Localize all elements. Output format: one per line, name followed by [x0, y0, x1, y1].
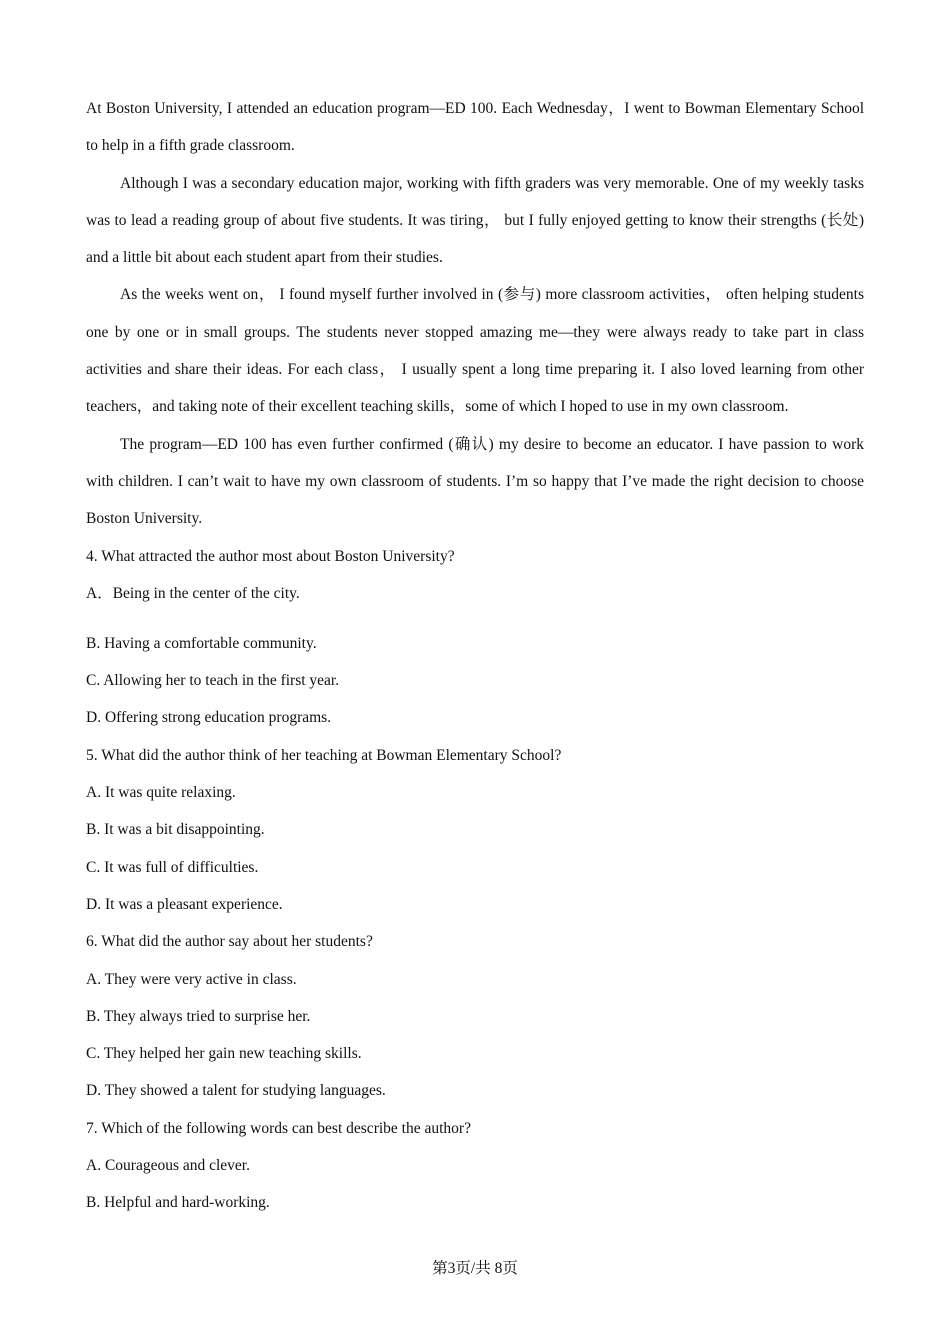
answer-option-b: B. Having a comfortable community. [86, 634, 317, 652]
answer-option-d: D. They showed a talent for studying languages. [86, 1082, 386, 1100]
question-stem: 6. What did the author say about her students? [86, 933, 373, 951]
question-4 [86, 538, 864, 737]
answer-option-c: C. It was full of difficulties. [86, 858, 259, 876]
question-stem: 7. Which of the following words can best describe the author? [86, 1119, 471, 1137]
passage-paragraph: Although I was a secondary education major, working with fifth graders was very memorable. One of my weekly tasks was to lead a reading group of about five students. It was tiring， but I fully enjoyed getting to know their strengths (长处) and a little bit about each student apart from their studies. [86, 174, 864, 267]
answer-option-d: D. Offering strong education programs. [86, 709, 332, 727]
question-6 [86, 923, 864, 1109]
answer-option-d: D. It was a pleasant experience. [86, 895, 283, 913]
question-stem: 5. What did the author think of her teaching at Bowman Elementary School? [86, 746, 562, 764]
passage-paragraph: The program—ED 100 has even further confirmed (确认) my desire to become an educator. I have passion to work with children. I can’t wait to have my own classroom of students. I’m so happy that I’ve made the right decision to choose Boston University. [86, 435, 864, 528]
question-stem: 4. What attracted the author most about Boston University? [86, 547, 455, 565]
answer-option-b: B. Helpful and hard-working. [86, 1194, 270, 1212]
question-5 [86, 737, 864, 923]
answer-option-c: C. Allowing her to teach in the first year. [86, 672, 340, 690]
answer-option-b: B. It was a bit disappointing. [86, 821, 265, 839]
answer-option-a: A. It was quite relaxing. [86, 784, 236, 802]
passage-paragraph: As the weeks went on， I found myself further involved in (参与) more classroom activities， often helping students one by one or in small groups. The students never stopped amazing me—they were always ready to take part in class activities and share their ideas. For each class， I usually spent a long time preparing it. I also loved learning from other teachers，and taking note of their excellent teaching skills，some of which I hoped to use in my own classroom. [86, 286, 864, 416]
answer-option-b: B. They always tried to surprise her. [86, 1007, 311, 1025]
answer-option-a: A. They were very active in class. [86, 970, 297, 988]
answer-option-c: C. They helped her gain new teaching skills. [86, 1045, 362, 1063]
answer-option-a: A. Courageous and clever. [86, 1157, 250, 1175]
answer-option-a: A．Being in the center of the city. [86, 584, 300, 602]
page-number-footer: 第3页/共 8页 [432, 1260, 518, 1277]
question-7 [86, 1110, 864, 1222]
passage-paragraph: At Boston University, I attended an education program—ED 100. Each Wednesday，I went to Bowman Elementary School to help in a fifth grade classroom. [86, 100, 864, 155]
page-content [86, 90, 864, 1222]
